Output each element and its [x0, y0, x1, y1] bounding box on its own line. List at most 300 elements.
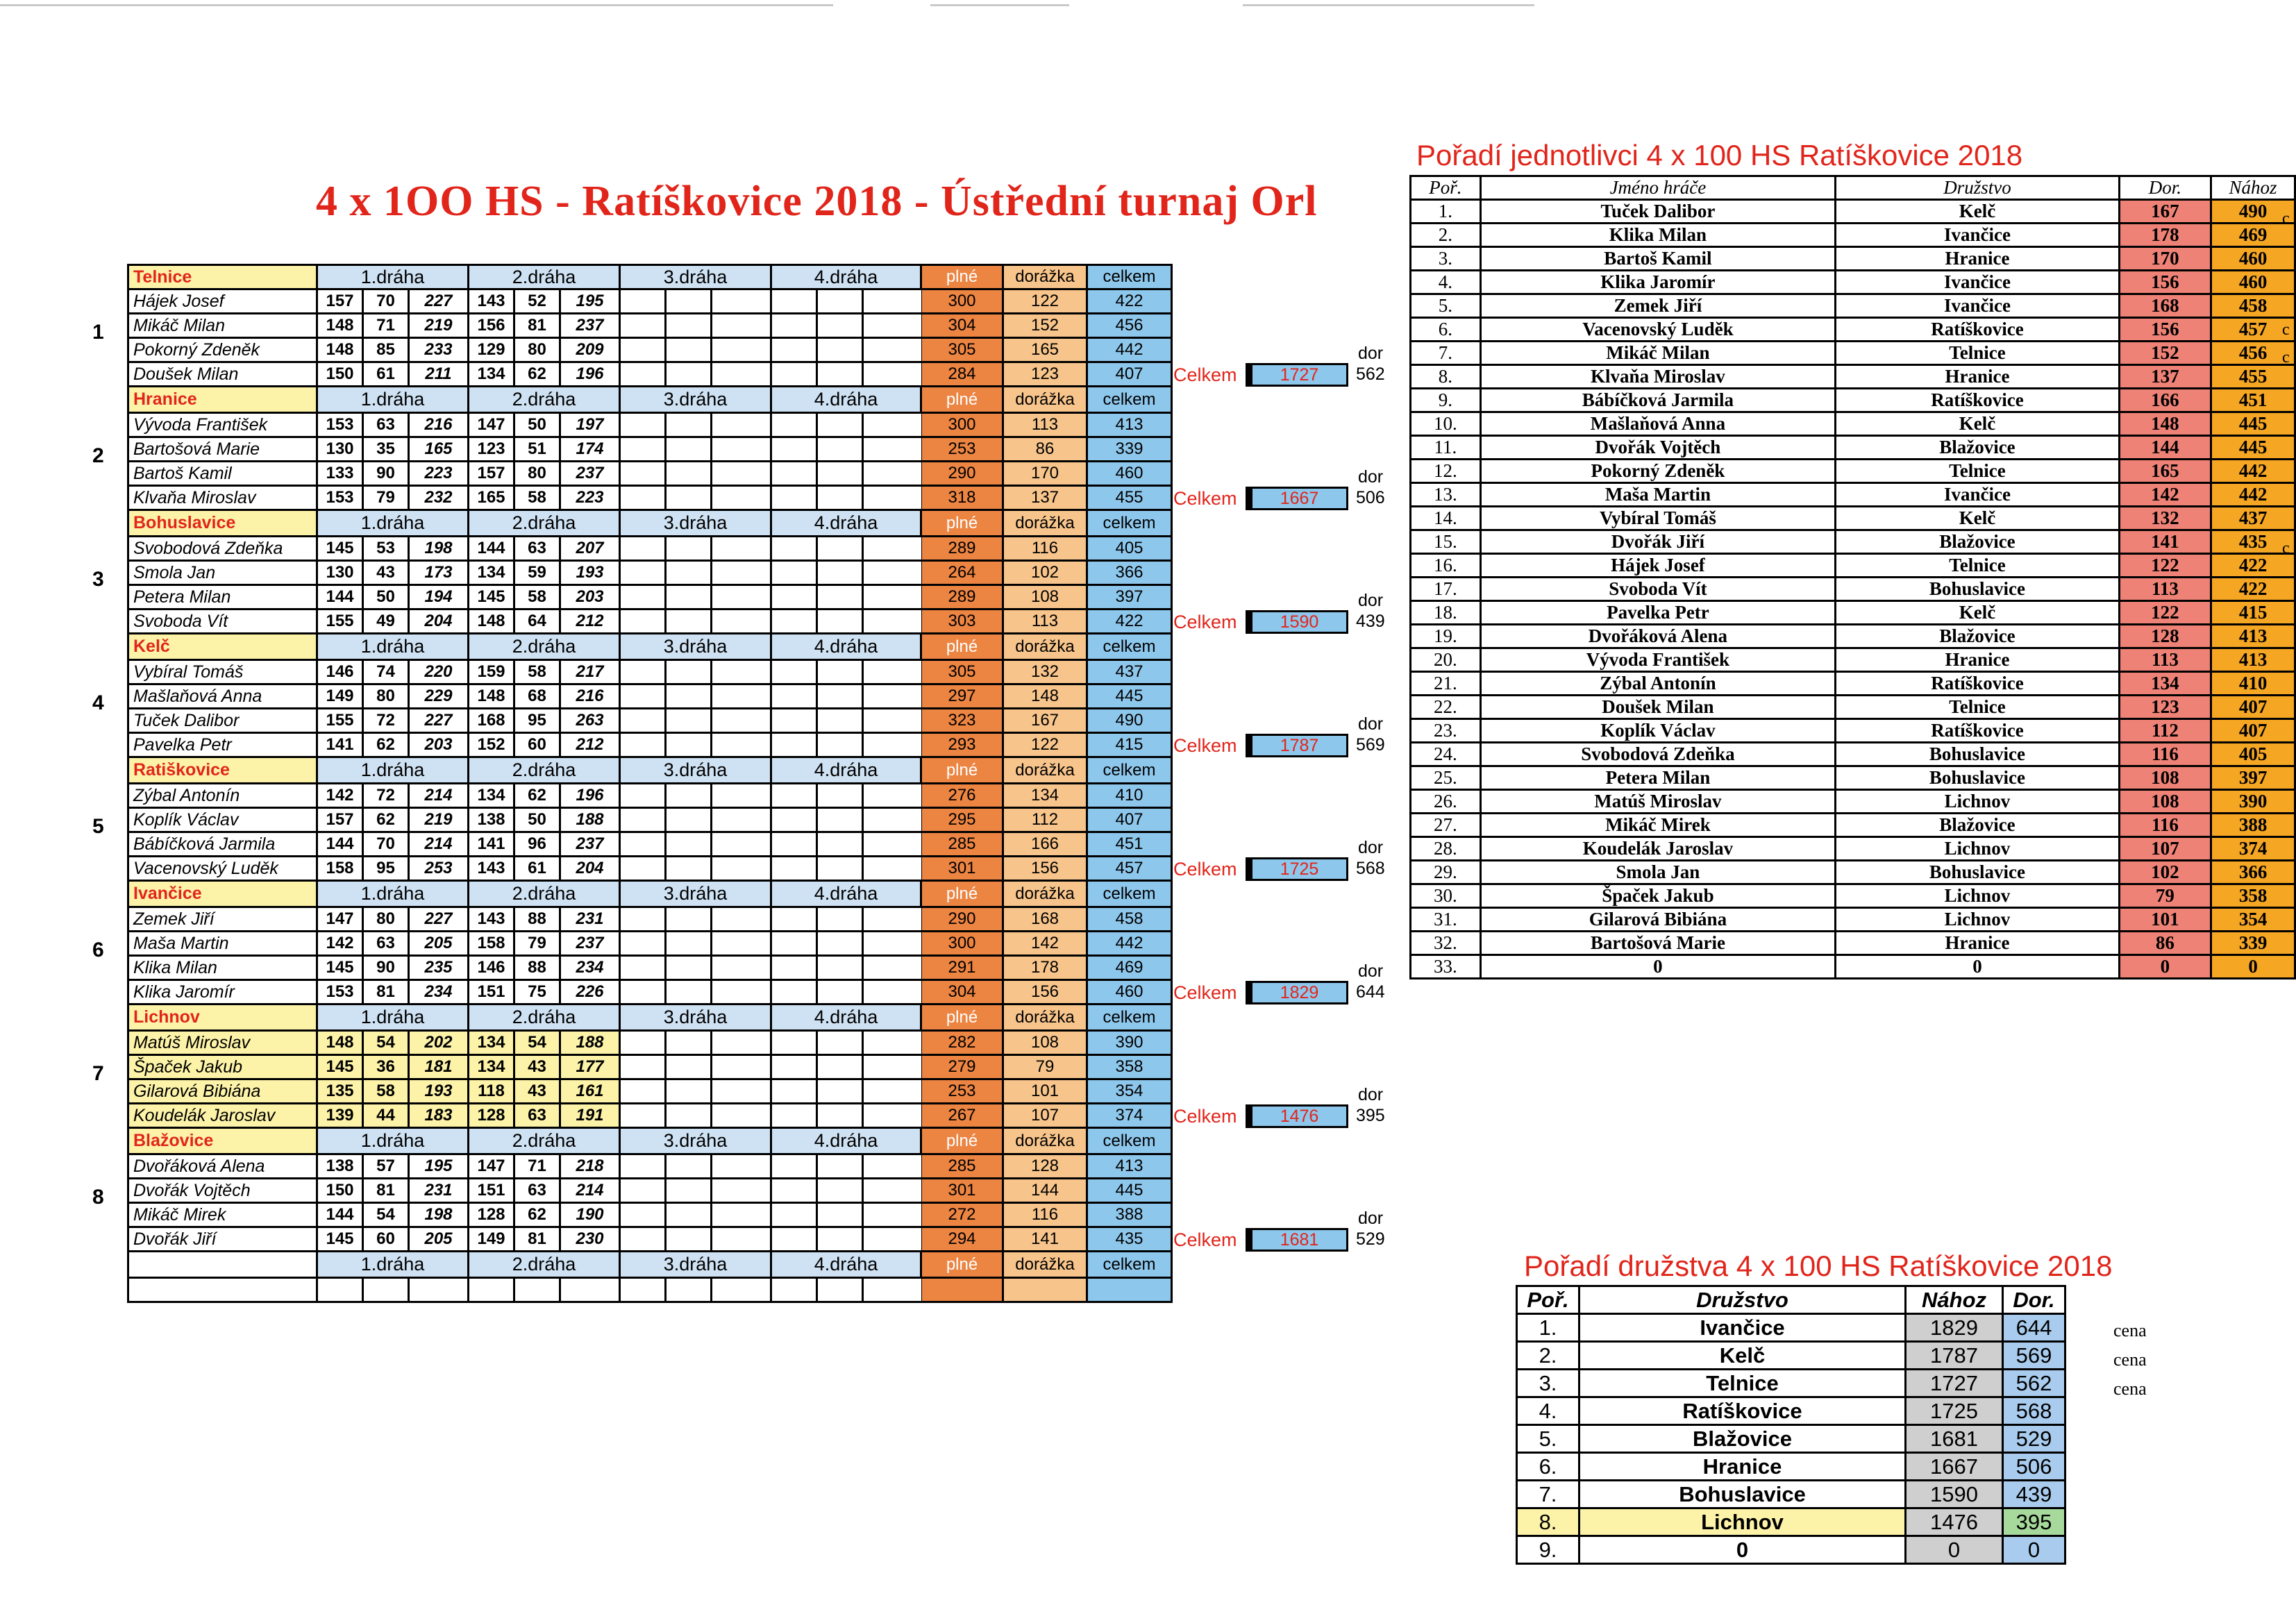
- lane-total: [864, 414, 923, 438]
- player-name: Tuček Dalibor: [1480, 200, 1836, 224]
- dorazka-value: 74: [364, 661, 410, 685]
- lane-total: [712, 1056, 772, 1080]
- dorazka-value: 58: [515, 661, 561, 685]
- plne-value: [772, 1228, 818, 1252]
- player-name: Svoboda Vít: [127, 610, 318, 634]
- celkem-label: Celkem: [1173, 859, 1237, 880]
- dorazka-value: [818, 438, 864, 462]
- dorazka-value: [818, 734, 864, 758]
- plne-value: [621, 610, 667, 634]
- plne-value: 141: [469, 833, 515, 857]
- dorazka-value: [818, 1228, 864, 1252]
- team-name: Bohuslavice: [1836, 766, 2120, 790]
- plne-header: plné: [922, 264, 1004, 290]
- nahoz-value: 445: [2211, 412, 2295, 436]
- lane-total: [712, 363, 772, 387]
- rank: 6.: [1411, 318, 1481, 342]
- celkem-label: Celkem: [1173, 612, 1237, 632]
- lane-total: [864, 932, 923, 957]
- dor-value: 156: [2119, 271, 2211, 294]
- table-row: [1411, 318, 2295, 342]
- nahoz-value: 437: [2211, 507, 2295, 530]
- lane-total: 219: [410, 809, 469, 833]
- lane-total: [712, 339, 772, 363]
- table-header-row: [1411, 176, 2295, 200]
- nahoz-value: 397: [2211, 766, 2295, 790]
- dorazka-value: 35: [364, 438, 410, 462]
- lane-total: [712, 1032, 772, 1056]
- dorazka-value: 54: [515, 1032, 561, 1056]
- player-name: Matúš Miroslav: [127, 1032, 318, 1056]
- team-number: 5: [92, 815, 104, 838]
- lane-total: 183: [410, 1104, 469, 1129]
- lane-total: [712, 1228, 772, 1252]
- dorazka-value: 71: [364, 314, 410, 339]
- plne-value: [469, 1279, 515, 1303]
- player-row: [127, 1056, 1173, 1080]
- lane-total: [712, 438, 772, 462]
- player-total: 422: [1088, 610, 1173, 634]
- nahoz-value: 354: [2211, 908, 2295, 932]
- player-name: Gilarová Bibiána: [127, 1080, 318, 1104]
- plne-value: [621, 363, 667, 387]
- nahoz-value: 0: [1906, 1536, 2003, 1564]
- dorazka-value: [818, 1104, 864, 1129]
- player-name: Špaček Jakub: [1480, 884, 1836, 908]
- plne-value: 147: [469, 414, 515, 438]
- player-name: Klika Jaromír: [127, 981, 318, 1005]
- player-total: 457: [1088, 857, 1173, 882]
- lane-total: [712, 833, 772, 857]
- player-total: 437: [1088, 661, 1173, 685]
- table-row: [1517, 1425, 2065, 1453]
- nahoz-value: 407: [2211, 696, 2295, 719]
- dorazka-value: 80: [515, 462, 561, 487]
- lane-total: [712, 908, 772, 932]
- plne-total: 253: [922, 438, 1004, 462]
- rank: 9.: [1517, 1536, 1579, 1564]
- plne-value: 148: [318, 339, 364, 363]
- player-name: Hájek Josef: [127, 290, 318, 314]
- dor-value: 167: [2119, 200, 2211, 224]
- table-row: [1411, 389, 2295, 412]
- lane-total: 195: [561, 290, 621, 314]
- dorazka-value: 50: [364, 586, 410, 610]
- team-name: Hranice: [1836, 648, 2120, 672]
- plne-value: [772, 1279, 818, 1303]
- team-name: Ivančice: [1836, 224, 2120, 247]
- player-total: 456: [1088, 314, 1173, 339]
- plne-header: plné: [922, 1252, 1004, 1279]
- dorazka-value: [667, 734, 712, 758]
- plne-total: 264: [922, 562, 1004, 586]
- lane-total: 196: [561, 363, 621, 387]
- player-row: [127, 414, 1173, 438]
- dorazka-value: 70: [364, 290, 410, 314]
- dorazka-header: dorážka: [1004, 264, 1088, 290]
- dorazka-value: [818, 1056, 864, 1080]
- plne-value: [621, 1228, 667, 1252]
- dorazka-value: 71: [515, 1155, 561, 1179]
- dor-value: 122: [2119, 554, 2211, 578]
- dorazka-value: [667, 1279, 712, 1303]
- player-row: [127, 487, 1173, 511]
- lane-header: 4.dráha: [772, 1129, 922, 1155]
- team-name: Ratíškovice: [1836, 318, 2120, 342]
- player-total: 490: [1088, 709, 1173, 734]
- dor-value: 142: [2119, 483, 2211, 507]
- lane-total: [712, 1155, 772, 1179]
- team-dor-value: 506: [1356, 488, 1385, 507]
- plne-value: [621, 314, 667, 339]
- dorazka-value: 59: [515, 562, 561, 586]
- player-row: [127, 1155, 1173, 1179]
- team-dor-value: 439: [1356, 612, 1385, 631]
- lane-total: [864, 709, 923, 734]
- dorazka-value: 63: [515, 1104, 561, 1129]
- dorazka-value: 81: [364, 1179, 410, 1204]
- dorazka-header: dorážka: [1004, 1129, 1088, 1155]
- dorazka-value: [667, 1228, 712, 1252]
- dorazka-value: [818, 290, 864, 314]
- plne-value: 134: [469, 363, 515, 387]
- rank: 23.: [1411, 719, 1481, 743]
- plne-total: 304: [922, 314, 1004, 339]
- nahoz-value: 460: [2211, 271, 2295, 294]
- player-row: [127, 661, 1173, 685]
- lane-total: 198: [410, 537, 469, 562]
- lane-total: [712, 1080, 772, 1104]
- lane-total: 237: [561, 833, 621, 857]
- plne-value: [772, 562, 818, 586]
- team-name: Telnice: [1836, 554, 2120, 578]
- plne-value: [772, 809, 818, 833]
- lane-header: 1.dráha: [318, 1129, 469, 1155]
- celkem-header: celkem: [1088, 1129, 1173, 1155]
- player-name: Mikáč Mirek: [127, 1204, 318, 1228]
- player-total: 366: [1088, 562, 1173, 586]
- dorazka-value: [818, 784, 864, 809]
- team-name: Ivančice: [1579, 1314, 1906, 1342]
- plne-value: 147: [469, 1155, 515, 1179]
- player-name: Smola Jan: [127, 562, 318, 586]
- nahoz-value: 457: [2211, 318, 2295, 342]
- nahoz-value: 1727: [1906, 1370, 2003, 1397]
- plne-value: 144: [469, 537, 515, 562]
- dorazka-value: 53: [364, 537, 410, 562]
- plne-total: 295: [922, 809, 1004, 833]
- plne-value: [772, 981, 818, 1005]
- dorazka-header: dorážka: [1004, 387, 1088, 414]
- lane-total: [864, 537, 923, 562]
- plne-value: 130: [318, 438, 364, 462]
- plne-value: 145: [318, 1228, 364, 1252]
- lane-total: [712, 857, 772, 882]
- nahoz-value: 455: [2211, 365, 2295, 389]
- lane-total: [864, 957, 923, 981]
- dorazka-value: 49: [364, 610, 410, 634]
- plne-total: 301: [922, 1179, 1004, 1204]
- team-number: 2: [92, 444, 104, 467]
- dor-value: 79: [2119, 884, 2211, 908]
- plne-total: 284: [922, 363, 1004, 387]
- dor-value: 168: [2119, 294, 2211, 318]
- rank: 26.: [1411, 790, 1481, 814]
- dorazka-value: [667, 610, 712, 634]
- table-row: [1411, 955, 2295, 979]
- dorazka-value: 64: [515, 610, 561, 634]
- team-name: Kelč: [1836, 601, 2120, 625]
- player-row: [127, 784, 1173, 809]
- lane-total: [864, 1228, 923, 1252]
- celkem-header: celkem: [1088, 882, 1173, 908]
- plne-total: 323: [922, 709, 1004, 734]
- dorazka-value: 50: [515, 809, 561, 833]
- plne-value: [621, 1279, 667, 1303]
- celkem-header: celkem: [1088, 264, 1173, 290]
- table-row: [1411, 908, 2295, 932]
- team-name: Telnice: [1836, 342, 2120, 365]
- player-name: Zýbal Antonín: [1480, 672, 1836, 696]
- lane-total: [561, 1279, 621, 1303]
- player-total: 455: [1088, 487, 1173, 511]
- plne-total: 300: [922, 290, 1004, 314]
- player-row: [127, 809, 1173, 833]
- team-name: Bohuslavice: [1836, 578, 2120, 601]
- player-name: Zemek Jiří: [127, 908, 318, 932]
- player-name: Zýbal Antonín: [127, 784, 318, 809]
- dorazka-total: 170: [1004, 462, 1088, 487]
- column-header: Nához: [1906, 1286, 2003, 1314]
- lane-total: 197: [561, 414, 621, 438]
- dorazka-header: dorážka: [1004, 1252, 1088, 1279]
- plne-value: [772, 290, 818, 314]
- dorazka-value: [667, 339, 712, 363]
- plne-total: 267: [922, 1104, 1004, 1129]
- table-row: [1411, 814, 2295, 837]
- lane-total: [864, 857, 923, 882]
- plne-header: plné: [922, 1005, 1004, 1032]
- dorazka-value: [667, 784, 712, 809]
- team-name: Ratíškovice: [1579, 1397, 1906, 1425]
- lane-total: 263: [561, 709, 621, 734]
- dorazka-total: 132: [1004, 661, 1088, 685]
- nahoz-value: 1667: [1906, 1453, 2003, 1481]
- lane-total: [712, 709, 772, 734]
- dorazka-total: 128: [1004, 1155, 1088, 1179]
- lane-total: 209: [561, 339, 621, 363]
- plne-value: [621, 1056, 667, 1080]
- plne-value: [621, 487, 667, 511]
- nahoz-value: 451: [2211, 389, 2295, 412]
- player-total: 415: [1088, 734, 1173, 758]
- lane-total: 229: [410, 685, 469, 709]
- team-dor-value: 568: [1356, 859, 1385, 878]
- table-row: [1411, 271, 2295, 294]
- lane-total: [712, 734, 772, 758]
- lane-header-row: [127, 511, 1173, 537]
- dorazka-value: [667, 586, 712, 610]
- player-total: 339: [1088, 438, 1173, 462]
- prize-label: cena: [2113, 1320, 2147, 1340]
- dorazka-total: 148: [1004, 685, 1088, 709]
- dorazka-value: [818, 1080, 864, 1104]
- lane-total: 214: [410, 784, 469, 809]
- lane-total: 204: [410, 610, 469, 634]
- dor-value: 156: [2119, 318, 2211, 342]
- team-number: 6: [92, 939, 104, 961]
- player-name: Bartošová Marie: [1480, 932, 1836, 955]
- plne-value: 165: [469, 487, 515, 511]
- plne-value: [772, 1032, 818, 1056]
- player-name: Bábíčková Jarmila: [127, 833, 318, 857]
- lane-header: 2.dráha: [469, 1129, 621, 1155]
- player-total: 460: [1088, 981, 1173, 1005]
- dor-label: dor: [1358, 838, 1384, 857]
- plne-value: 146: [318, 661, 364, 685]
- team-name: Blažovice: [1836, 436, 2120, 460]
- lane-total: 174: [561, 438, 621, 462]
- dor-value: 178: [2119, 224, 2211, 247]
- rank: 10.: [1411, 412, 1481, 436]
- dor-value: 439: [2003, 1481, 2065, 1508]
- rank: 19.: [1411, 625, 1481, 648]
- dorazka-value: 62: [515, 784, 561, 809]
- dor-label: dor: [1358, 1085, 1384, 1104]
- dorazka-value: 63: [364, 414, 410, 438]
- player-name: Mikáč Mirek: [1480, 814, 1836, 837]
- lane-total: [864, 734, 923, 758]
- lane-total: [864, 1179, 923, 1204]
- dorazka-value: [818, 957, 864, 981]
- player-row: [127, 314, 1173, 339]
- lane-header: 1.dráha: [318, 264, 469, 290]
- rank: 14.: [1411, 507, 1481, 530]
- dor-value: 116: [2119, 743, 2211, 766]
- nahoz-value: 374: [2211, 837, 2295, 861]
- lane-header: 3.dráha: [621, 264, 772, 290]
- lane-total: 203: [410, 734, 469, 758]
- player-row: [127, 290, 1173, 314]
- team-total-box: 1787: [1246, 734, 1348, 757]
- lane-header: 3.dráha: [621, 882, 772, 908]
- lane-total: 253: [410, 857, 469, 882]
- dor-value: 134: [2119, 672, 2211, 696]
- dorazka-total: 108: [1004, 586, 1088, 610]
- team-total-box: 1681: [1246, 1228, 1348, 1252]
- lane-total: [712, 314, 772, 339]
- table-row: [1517, 1453, 2065, 1481]
- player-row: [127, 857, 1173, 882]
- dorazka-value: [818, 1279, 864, 1303]
- plne-value: [772, 487, 818, 511]
- table-row: [1411, 436, 2295, 460]
- rank: 7.: [1517, 1481, 1579, 1508]
- plne-value: 128: [469, 1104, 515, 1129]
- player-row: [127, 1204, 1173, 1228]
- plne-total: 279: [922, 1056, 1004, 1080]
- plne-value: [772, 438, 818, 462]
- dorazka-value: [818, 1204, 864, 1228]
- plne-total: 303: [922, 610, 1004, 634]
- plne-value: [772, 414, 818, 438]
- plne-value: [772, 857, 818, 882]
- player-name: Bartošová Marie: [127, 438, 318, 462]
- plne-value: 150: [318, 363, 364, 387]
- lane-total: 194: [410, 586, 469, 610]
- table-row: [1411, 932, 2295, 955]
- team-name: Ratiškovice: [127, 758, 318, 784]
- team-name: Telnice: [1836, 460, 2120, 483]
- player-name: Vacenovský Luděk: [1480, 318, 1836, 342]
- lane-total: 220: [410, 661, 469, 685]
- plne-value: [621, 586, 667, 610]
- rank: 24.: [1411, 743, 1481, 766]
- dorazka-total: 122: [1004, 290, 1088, 314]
- plne-value: 130: [318, 562, 364, 586]
- player-total: 390: [1088, 1032, 1173, 1056]
- player-name: Pavelka Petr: [1480, 601, 1836, 625]
- lane-total: [864, 290, 923, 314]
- rank: 17.: [1411, 578, 1481, 601]
- lane-total: 227: [410, 290, 469, 314]
- lane-total: [864, 1032, 923, 1056]
- lane-total: [864, 610, 923, 634]
- column-header: Dor.: [2003, 1286, 2065, 1314]
- player-name: Mikáč Milan: [1480, 342, 1836, 365]
- rank: 13.: [1411, 483, 1481, 507]
- column-header: Družstvo: [1836, 176, 2120, 200]
- nahoz-value: 445: [2211, 436, 2295, 460]
- lane-total: 207: [561, 537, 621, 562]
- plne-value: 155: [318, 709, 364, 734]
- dor-value: 0: [2003, 1536, 2065, 1564]
- margin-mark: c: [2282, 539, 2290, 557]
- plne-value: [621, 981, 667, 1005]
- dorazka-total: 112: [1004, 809, 1088, 833]
- plne-total: 253: [922, 1080, 1004, 1104]
- lane-total: 205: [410, 1228, 469, 1252]
- plne-value: 135: [318, 1080, 364, 1104]
- plne-value: [621, 784, 667, 809]
- lane-total: [712, 685, 772, 709]
- dorazka-total: 168: [1004, 908, 1088, 932]
- lane-total: 205: [410, 932, 469, 957]
- lane-header: 3.dráha: [621, 634, 772, 661]
- lane-header-row: [127, 1252, 1173, 1279]
- lane-total: 216: [561, 685, 621, 709]
- team-name: Blažovice: [1836, 814, 2120, 837]
- lane-total: [864, 908, 923, 932]
- celkem-header: celkem: [1088, 511, 1173, 537]
- dor-value: 506: [2003, 1453, 2065, 1481]
- player-name: Klvaňa Miroslav: [1480, 365, 1836, 389]
- player-row: [127, 438, 1173, 462]
- team-dor-value: 529: [1356, 1229, 1385, 1249]
- dor-value: 113: [2119, 578, 2211, 601]
- dorazka-value: 80: [364, 685, 410, 709]
- team-name: Hranice: [1836, 247, 2120, 271]
- table-row: [1411, 625, 2295, 648]
- lane-total: [864, 1104, 923, 1129]
- lane-total: 214: [561, 1179, 621, 1204]
- rank: 4.: [1411, 271, 1481, 294]
- plne-value: 139: [318, 1104, 364, 1129]
- rank: 1.: [1517, 1314, 1579, 1342]
- plne-total: 289: [922, 586, 1004, 610]
- dorazka-total: 165: [1004, 339, 1088, 363]
- lane-total: 237: [561, 932, 621, 957]
